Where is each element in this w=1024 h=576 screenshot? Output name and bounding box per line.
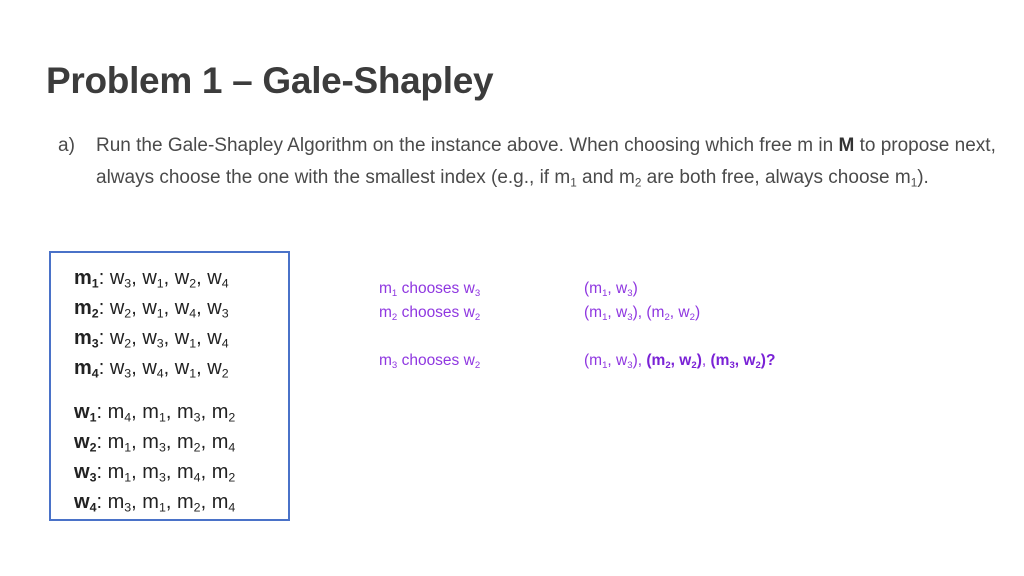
man-preference-row: $m_3$: $w_2$, $w_3$, $w_1$, $w_4$: [74, 327, 229, 351]
pref-entry: $w_2$: [109, 327, 132, 351]
pref-entry: $w_2$: [207, 357, 229, 381]
pref-entry: $w_1$: [142, 297, 164, 321]
pref-entry: $w_1$: [142, 267, 164, 291]
question-text: Run the Gale-Shapley Algorithm on the instance above. When choosing which free m in M to propose next, always choose the one with the smallest index (e.g., if $m_1$ and $m_2$ are both free, always choose $m_1$).: [96, 135, 996, 190]
pref-entry: $m_2$: [211, 401, 236, 425]
pref-entry: $m_1$: [142, 491, 166, 515]
woman-preference-row: $w_4$: $m_3$, $m_1$, $m_2$, $m_4$: [74, 491, 236, 515]
woman-preference-row: $w_2$: $m_1$, $m_3$, $m_2$, $m_4$: [74, 431, 236, 455]
man-preference-row: $m_1$: $w_3$, $w_1$, $w_2$, $w_4$: [74, 267, 229, 291]
step-action: $m_1$ chooses $w_3$: [379, 280, 481, 299]
matched-pair: ($m_2$, $w_2$): [646, 304, 701, 323]
pref-owner: $w_4$: [74, 491, 97, 515]
matched-pair: ($m_3$, $w_2$): [710, 352, 766, 371]
pref-owner: $m_2$: [74, 297, 99, 321]
pref-entry: $m_3$: [142, 461, 166, 485]
matched-pair: ($m_1$, $w_3$): [584, 280, 638, 299]
pref-owner: $m_1$: [74, 267, 99, 291]
woman-preference-row: $w_3$: $m_1$, $m_3$, $m_4$, $m_2$: [74, 461, 236, 485]
man-preference-row: $m_2$: $w_2$, $w_1$, $w_4$, $w_3$: [74, 297, 229, 321]
pref-owner: $m_4$: [74, 357, 99, 381]
question-mark: ?: [765, 352, 776, 369]
pref-entry: $w_1$: [174, 327, 197, 351]
step-action: $m_3$ chooses $w_2$: [379, 352, 481, 371]
pref-owner: $w_1$: [74, 401, 97, 425]
pref-entry: $w_4$: [142, 357, 164, 381]
pref-entry: $m_3$: [107, 491, 132, 515]
pref-entry: $m_4$: [107, 401, 132, 425]
pref-owner: $w_2$: [74, 431, 97, 455]
pref-entry: $w_1$: [174, 357, 197, 381]
pref-entry: $w_2$: [109, 297, 132, 321]
pref-entry: $w_3$: [109, 267, 132, 291]
matched-pair: ($m_2$, $w_2$): [646, 352, 702, 371]
pref-entry: $m_1$: [107, 461, 132, 485]
matched-pair: ($m_1$, $w_3$): [584, 304, 638, 323]
pref-entry: $m_1$: [107, 431, 132, 455]
pref-owner: $w_3$: [74, 461, 97, 485]
pref-entry: $w_4$: [207, 327, 229, 351]
pref-entry: $w_4$: [207, 267, 229, 291]
preference-lists-box: [49, 251, 290, 521]
step-action: $m_2$ chooses $w_2$: [379, 304, 481, 323]
pref-entry: $w_4$: [174, 297, 197, 321]
pref-entry: $m_3$: [177, 401, 201, 425]
man-preference-row: $m_4$: $w_3$, $w_4$, $w_1$, $w_2$: [74, 357, 229, 381]
pref-entry: $m_2$: [177, 491, 201, 515]
pref-entry: $m_2$: [211, 461, 236, 485]
pref-entry: $w_2$: [174, 267, 197, 291]
step-matching: [584, 280, 638, 298]
pref-entry: $w_3$: [207, 297, 229, 321]
matched-pair: ($m_1$, $w_3$): [584, 352, 638, 371]
woman-preference-row: $w_1$: $m_4$, $m_1$, $m_3$, $m_2$: [74, 401, 236, 425]
pref-entry: $m_3$: [142, 431, 166, 455]
pref-entry: $m_4$: [211, 431, 236, 455]
pref-entry: $m_4$: [211, 491, 236, 515]
step-matching: ($m_1$, $w_3$), ($m_2$, $w_2$): [584, 304, 701, 323]
pref-entry: $w_3$: [142, 327, 164, 351]
pref-entry: $m_4$: [177, 461, 201, 485]
step-matching: ($m_1$, $w_3$), ($m_2$, $w_2$), ($m_3$, $w_2$)?: [584, 352, 776, 371]
pref-entry: $m_1$: [142, 401, 166, 425]
pref-entry: $w_3$: [109, 357, 132, 381]
pref-owner: $m_3$: [74, 327, 99, 351]
question-marker: a): [58, 135, 75, 156]
pref-entry: $m_2$: [177, 431, 201, 455]
page-title: Problem 1 – Gale-Shapley: [46, 60, 494, 101]
